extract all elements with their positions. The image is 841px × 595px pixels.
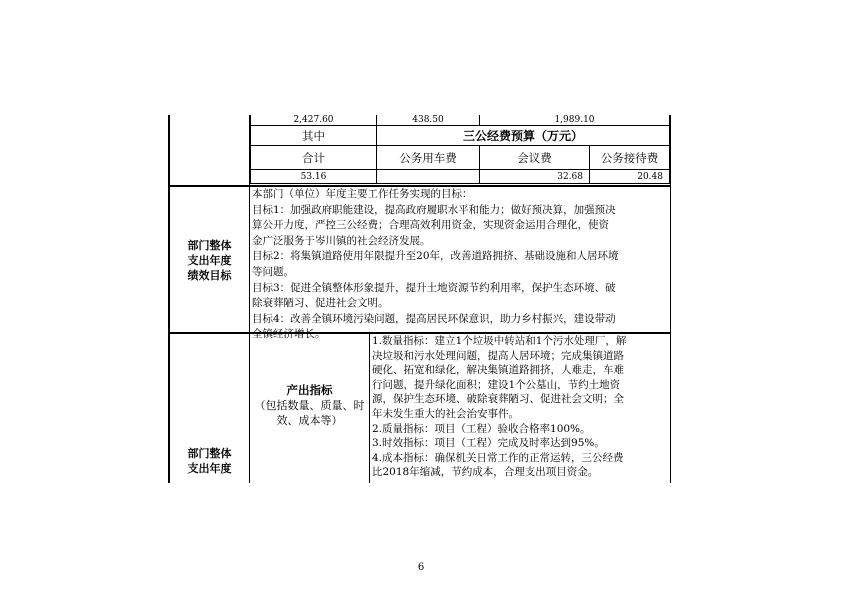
indicator-line: 年未发生重大的社会治安事件。	[372, 407, 519, 420]
of-which-label: 其中	[302, 128, 325, 143]
indicator-title: 产出指标	[286, 383, 333, 397]
output-label-line-1: 部门整体	[187, 447, 232, 460]
goals-line: 算公开力度，严控三公经费；合理高效利用资金，实现资金运用合理化，使资	[252, 219, 609, 232]
indicator-line: 1.数量指标：建立1个垃圾中转站和1个污水处理厂，解	[372, 335, 627, 347]
sangong-header-reception: 公务接待费	[600, 150, 659, 165]
sangong-title: 三公经费预算（万元）	[462, 129, 583, 143]
goals-line: 全镇经济增长。	[252, 328, 326, 341]
goals-label-cell	[170, 187, 250, 333]
goals-line: 目标2：将集镇道路使用年限提升至20年，改善道路拥挤、基础设施和人居环境	[252, 250, 619, 263]
output-label-line-2: 支出年度	[187, 462, 232, 475]
goals-line: 等问题。	[252, 265, 294, 278]
indicator-line: 决垃圾和污水处理问题，提高人居环境；完成集镇道路	[372, 349, 624, 362]
table-right-border	[669, 115, 671, 187]
sangong-value-total-cell	[250, 170, 377, 184]
goals-line: 目标1：加强政府职能建设，提高政府履职水平和能力；做好预决算，加强预决	[252, 203, 616, 216]
goals-line: 本部门（单位）年度主要工作任务实现的目标：	[252, 188, 473, 200]
indicator-line: 3.时效指标：项目（工程）完成及时率达到95%。	[372, 437, 605, 450]
budget-value-project: 1,989.10	[554, 115, 595, 125]
of-which-cell	[250, 126, 377, 146]
budget-cell-basic	[377, 115, 480, 126]
sangong-value-meeting: 32.68	[557, 171, 583, 182]
indicator-line: 源，保护生态环境、破除衰葬陋习、促进社会文明；全	[372, 393, 624, 406]
budget-value-basic: 438.50	[412, 115, 444, 125]
goals-label-line-2: 支出年度	[187, 253, 232, 267]
budget-value-total: 2,427.60	[293, 115, 334, 125]
sangong-value-car-cell	[377, 170, 480, 184]
output-label-cell	[170, 334, 250, 483]
goals-line: 目标3：促进全镇整体形象提升，提升土地资源节约利用率，保护生态环境、破	[252, 281, 616, 294]
indicator-line: 2.质量指标：项目（工程）验收合格率100%。	[372, 422, 591, 435]
indicator-line: 硬化、拓宽和绿化，解决集镇道路拥挤，人难走，车难	[372, 364, 624, 377]
indicator-sub-line-2: 效、成本等）	[276, 414, 343, 427]
sangong-header-meeting: 会议费	[517, 150, 552, 165]
top-section-divider	[249, 115, 250, 187]
sangong-value-car	[377, 170, 479, 183]
sangong-header-reception-cell	[590, 146, 670, 170]
sangong-value-total: 53.16	[300, 171, 327, 182]
indicator-line: 比2018年缩减，节约成本，合理支出项目资金。	[372, 466, 599, 479]
sangong-value-meeting-cell	[480, 170, 590, 184]
indicator-text-cell	[370, 334, 671, 483]
budget-cell-project	[480, 115, 670, 126]
goals-line: 除衰葬陋习、促进社会文明。	[252, 297, 389, 310]
page-number: 6	[417, 562, 425, 573]
sangong-header-car: 公务用车费	[399, 150, 457, 165]
indicator-line: 行问题，提升绿化面积；建设1个公墓山，节约土地资	[372, 378, 621, 391]
goals-line: 金广泛服务于岑川镇的社会经济发展。	[252, 234, 431, 247]
indicator-line: 4.成本指标：确保机关日常工作的正常运转，三公经费	[372, 451, 624, 464]
goals-line: 目标4：改善全镇环境污染问题，提高居民环保意识，助力乡村振兴，建设带动	[252, 312, 616, 325]
goals-label-line-3: 绩效目标	[187, 268, 232, 282]
sangong-header-meeting-cell	[480, 146, 590, 170]
sangong-value-reception-cell	[590, 170, 670, 184]
sangong-header-car-cell	[377, 146, 480, 170]
budget-cell-total	[250, 115, 377, 126]
sangong-title-cell	[377, 126, 670, 146]
sangong-value-reception: 20.48	[637, 171, 663, 182]
sangong-header-total-cell	[250, 146, 377, 170]
sangong-header-total: 合计	[302, 150, 325, 165]
indicator-sub-line-1: （包括数量、质量、时	[254, 399, 365, 412]
indicator-title-cell	[250, 334, 370, 483]
goals-label-line-1: 部门整体	[187, 238, 232, 252]
